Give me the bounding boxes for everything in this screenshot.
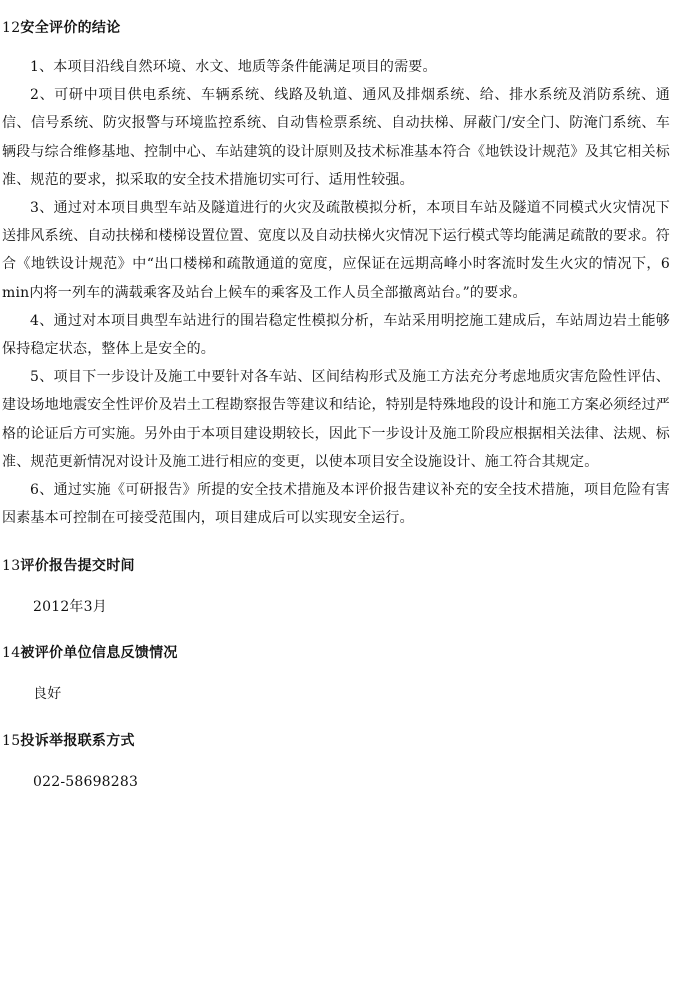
section-15-title: 投诉举报联系方式	[20, 733, 135, 750]
conclusion-paragraph-2: 2、可研中项目供电系统、车辆系统、线路及轨道、通风及排烟系统、给、排水系统及消防系统、通信、信号系统、防灾报警与环境监控系统、自动售检票系统、自动扶梯、屏蔽门/安全门、防淹门系统、车辆段与综合维修基地、控制中心、车站建筑的设计原则及技术标准基本符合《地铁设计规范》及其它相关标准、规范的要求，拟采取的安全技术措施切实可行、适用性较强。	[2, 87, 670, 188]
conclusion-paragraph-5: 5、项目下一步设计及施工中要针对各车站、区间结构形式及施工方法充分考虑地质灾害危险性评估、建设场地地震安全性评价及岩土工程勘察报告等建议和结论，特别是特殊地段的设计和施工方案必须经过严格的论证后方可实施。另外由于本项目建设期较长，因此下一步设计及施工阶段应根据相关法律、法规、标准、规范更新情况对设计及施工进行相应的变更，以使本项目安全设施设计、施工符合其规定。	[2, 369, 670, 470]
section-13-title: 评价报告提交时间	[20, 558, 135, 575]
section-12-heading	[2, 18, 670, 38]
conclusion-paragraph-1: 1、本项目沿线自然环境、水文、地质等条件能满足项目的需要。	[30, 59, 437, 75]
section-14-number: 14	[2, 645, 21, 662]
conclusion-paragraph-6: 6、通过实施《可研报告》所提的安全技术措施及本评价报告建议补充的安全技术措施，项目危险有害因素基本可控制在可接受范围内，项目建成后可以实现安全运行。	[2, 482, 670, 527]
section-13-heading	[2, 556, 670, 576]
section-14-heading	[2, 643, 670, 663]
section-12-number: 12	[2, 20, 21, 36]
section-15-heading	[2, 731, 670, 751]
section-15-number: 15	[2, 733, 21, 750]
submission-date: 2012年3月	[33, 599, 107, 616]
section-14-title: 被评价单位信息反馈情况	[20, 645, 178, 662]
feedback-status: 良好	[33, 686, 62, 703]
conclusion-paragraph-4: 4、通过对本项目典型车站进行的围岩稳定性模拟分析，车站采用明挖施工建成后，车站周边岩土能够保持稳定状态，整体上是安全的。	[2, 312, 670, 358]
section-13-number: 13	[2, 558, 21, 575]
conclusion-paragraph-3: 3、通过对本项目典型车站及隧道进行的火灾及疏散模拟分析，本项目车站及隧道不同模式火灾情况下送排风系统、自动扶梯和楼梯设置位置、宽度以及自动扶梯火灾情况下运行模式等均能满足疏散的要求。符合《地铁设计规范》中“出口楼梯和疏散通道的宽度，应保证在远期高峰小时客流时发生火灾的情况下，6min内将一列车的满载乘客及站台上候车的乘客及工作人员全部撤离站台。”的要求。	[2, 200, 670, 301]
section-12-title: 安全评价的结论	[20, 20, 121, 36]
complaint-phone: 022-58698283	[33, 774, 139, 791]
section-12-body	[2, 53, 670, 532]
